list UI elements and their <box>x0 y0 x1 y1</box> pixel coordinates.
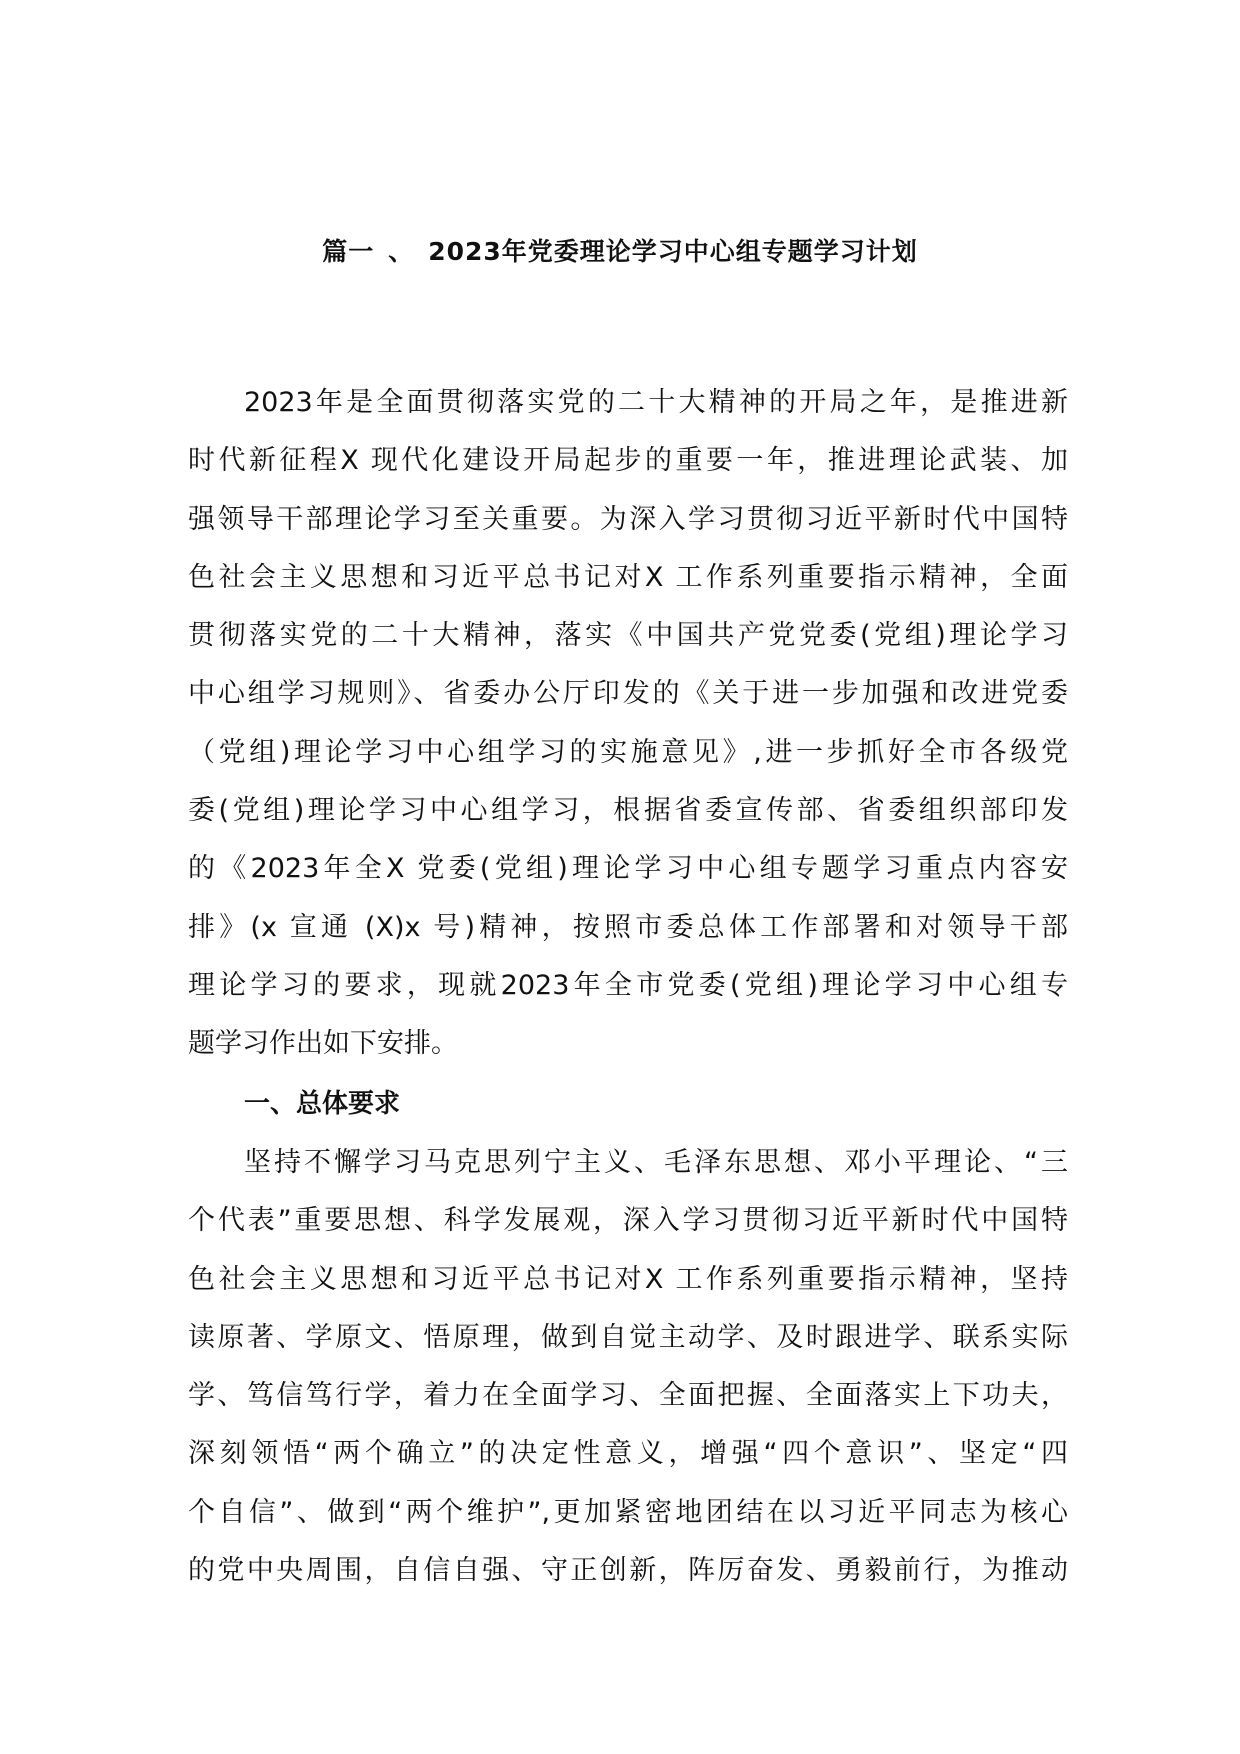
paragraph-line: 强领导干部理论学习至关重要。为深入学习贯彻习近平新时代中国特 <box>188 503 1068 535</box>
document-title-prefix: 篇一 <box>322 237 375 266</box>
document-title-separator: 、 <box>388 237 415 266</box>
paragraph-line: 坚持不懈学习马克思列宁主义、毛泽东思想、邓小平理论、“三 <box>244 1147 1068 1178</box>
paragraph-line: 读原著、学原文、悟原理，做到自觉主动学、及时跟进学、联系实际 <box>188 1321 1068 1353</box>
document-title-text: 2023年党委理论学习中心组专题学习计划 <box>428 237 918 266</box>
paragraph-intro <box>188 374 1068 1074</box>
paragraph-line: 理论学习的要求，现就2023年全市党委(党组)理论学习中心组专 <box>188 969 1068 1001</box>
paragraph-line: 排》(x 宣通 (X)x 号)精神，按照市委总体工作部署和对领导干部 <box>188 911 1068 943</box>
section-heading: 一、总体要求 <box>244 1089 401 1119</box>
section-heading-block <box>188 1075 1068 1133</box>
paragraph-line: 题学习作出如下安排。 <box>188 1028 458 1060</box>
paragraph-line: 的《2023年全X 党委(党组)理论学习中心组专题学习重点内容安 <box>188 853 1068 885</box>
paragraph-line: 深刻领悟“两个确立”的决定性意义，增强“四个意识”、坚定“四 <box>188 1438 1068 1470</box>
paragraph-line: 时代新征程X 现代化建设开局起步的重要一年，推进理论武装、加 <box>188 445 1068 477</box>
paragraph-line: 贯彻落实党的二十大精神，落实《中国共产党党委(党组)理论学习 <box>188 620 1068 652</box>
paragraph-line: 色社会主义思想和习近平总书记对X 工作系列重要指示精神，全面 <box>188 561 1068 593</box>
paragraph-line: 个自信”、做到“两个维护”,更加紧密地团结在以习近平同志为核心 <box>188 1496 1068 1528</box>
paragraph-line: 的党中央周围，自信自强、守正创新，阵厉奋发、勇毅前行，为推动 <box>188 1555 1068 1587</box>
document-title <box>0 232 1240 272</box>
paragraph-line: 色社会主义思想和习近平总书记对X 工作系列重要指示精神，坚持 <box>188 1263 1068 1295</box>
paragraph-general-requirements <box>188 1134 1068 1600</box>
paragraph-line: 中心组学习规则》、省委办公厅印发的《关于进一步加强和改进党委 <box>188 678 1068 710</box>
paragraph-line: 2023年是全面贯彻落实党的二十大精神的开局之年，是推进新 <box>244 387 1068 418</box>
paragraph-line: （党组)理论学习中心组学习的实施意见》,进一步抓好全市各级党 <box>188 736 1068 768</box>
paragraph-line: 委(党组)理论学习中心组学习，根据省委宣传部、省委组织部印发 <box>188 795 1068 827</box>
paragraph-line: 学、笃信笃行学，着力在全面学习、全面把握、全面落实上下功夫， <box>188 1380 1068 1412</box>
paragraph-line: 个代表”重要思想、科学发展观，深入学习贯彻习近平新时代中国特 <box>188 1205 1068 1237</box>
